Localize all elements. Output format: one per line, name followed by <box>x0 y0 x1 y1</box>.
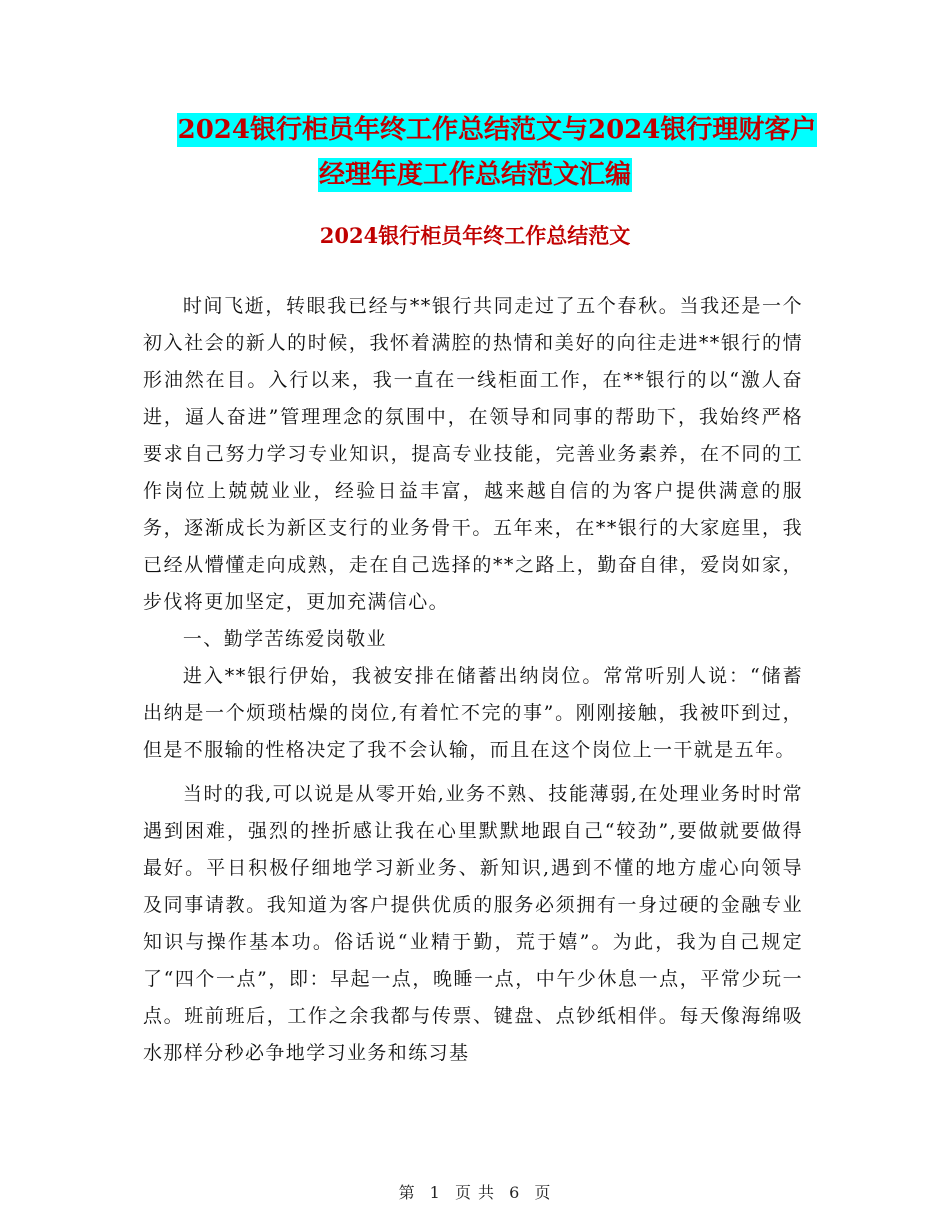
paragraph-intro: 时间飞逝，转眼我已经与**银行共同走过了五个春秋。当我还是一个初入社会的新人的时候，我怀着满腔的热情和美好的向往走进**银行的情形油然在目。入行以来，我一直在一线柜面工作，在**银行的以“激人奋进，逼人奋进”管理理念的氛围中，在领导和同事的帮助下，我始终严格要求自己努力学习专业知识，提高专业技能，完善业务素养，在不同的工作岗位上兢兢业业，经验日益丰富，越来越自信的为客户提供满意的服务，逐渐成长为新区支行的业务骨干。五年来，在**银行的大家庭里，我已经从懵懂走向成熟，走在自己选择的**之路上，勤奋自律，爱岗如家，步伐将更加坚定，更加充满信心。 <box>143 295 803 613</box>
section-title: 2024银行柜员年终工作总结范文 <box>319 223 631 248</box>
body-text <box>143 288 803 1072</box>
footer-middle: 页 共 <box>454 1183 496 1202</box>
footer-suffix: 页 <box>534 1183 552 1202</box>
title-highlight-2: 经理年度工作总结范文汇编 <box>318 160 631 190</box>
document-title-line-1 <box>22 108 950 152</box>
footer-page-number: 1 <box>429 1183 441 1202</box>
paragraph-3: 当时的我,可以说是从零开始,业务不熟、技能薄弱,在处理业务时时常遇到困难，强烈的挫折感让我在心里默默地跟自己“较劲”,要做就要做得最好。平日积极仔细地学习新业务、新知识,遇到不懂的地方虚心向领导及同事请教。我知道为客户提供优质的服务必须拥有一身过硬的金融专业知识与操作基本功。俗话说“业精于勤，荒于嬉”。为此，我为自己规定了“四个一点”，即：早起一点，晚睡一点，中午少休息一点，平常少玩一点。班前班后，工作之余我都与传票、键盘、点钞纸相伴。每天像海绵吸水那样分秒必争地学习业务和练习基 <box>143 783 803 1064</box>
subheading-1: 一、勤学苦练爱岗敬业 <box>182 628 387 650</box>
paragraph-2: 进入**银行伊始，我被安排在储蓄出纳岗位。常常听别人说：“储蓄出纳是一个烦琐枯燥的岗位,有着忙不完的事”。刚刚接触，我被吓到过，但是不服输的性格决定了我不会认输，而且在这个岗位上一干就是五年。 <box>143 665 803 761</box>
footer-prefix: 第 <box>398 1183 416 1202</box>
footer-total-pages: 6 <box>509 1183 521 1202</box>
document-title-line-2 <box>0 153 950 197</box>
page-footer <box>0 1180 950 1203</box>
title-highlight-1: 2024银行柜员年终工作总结范文与2024银行理财客户 <box>177 115 817 145</box>
